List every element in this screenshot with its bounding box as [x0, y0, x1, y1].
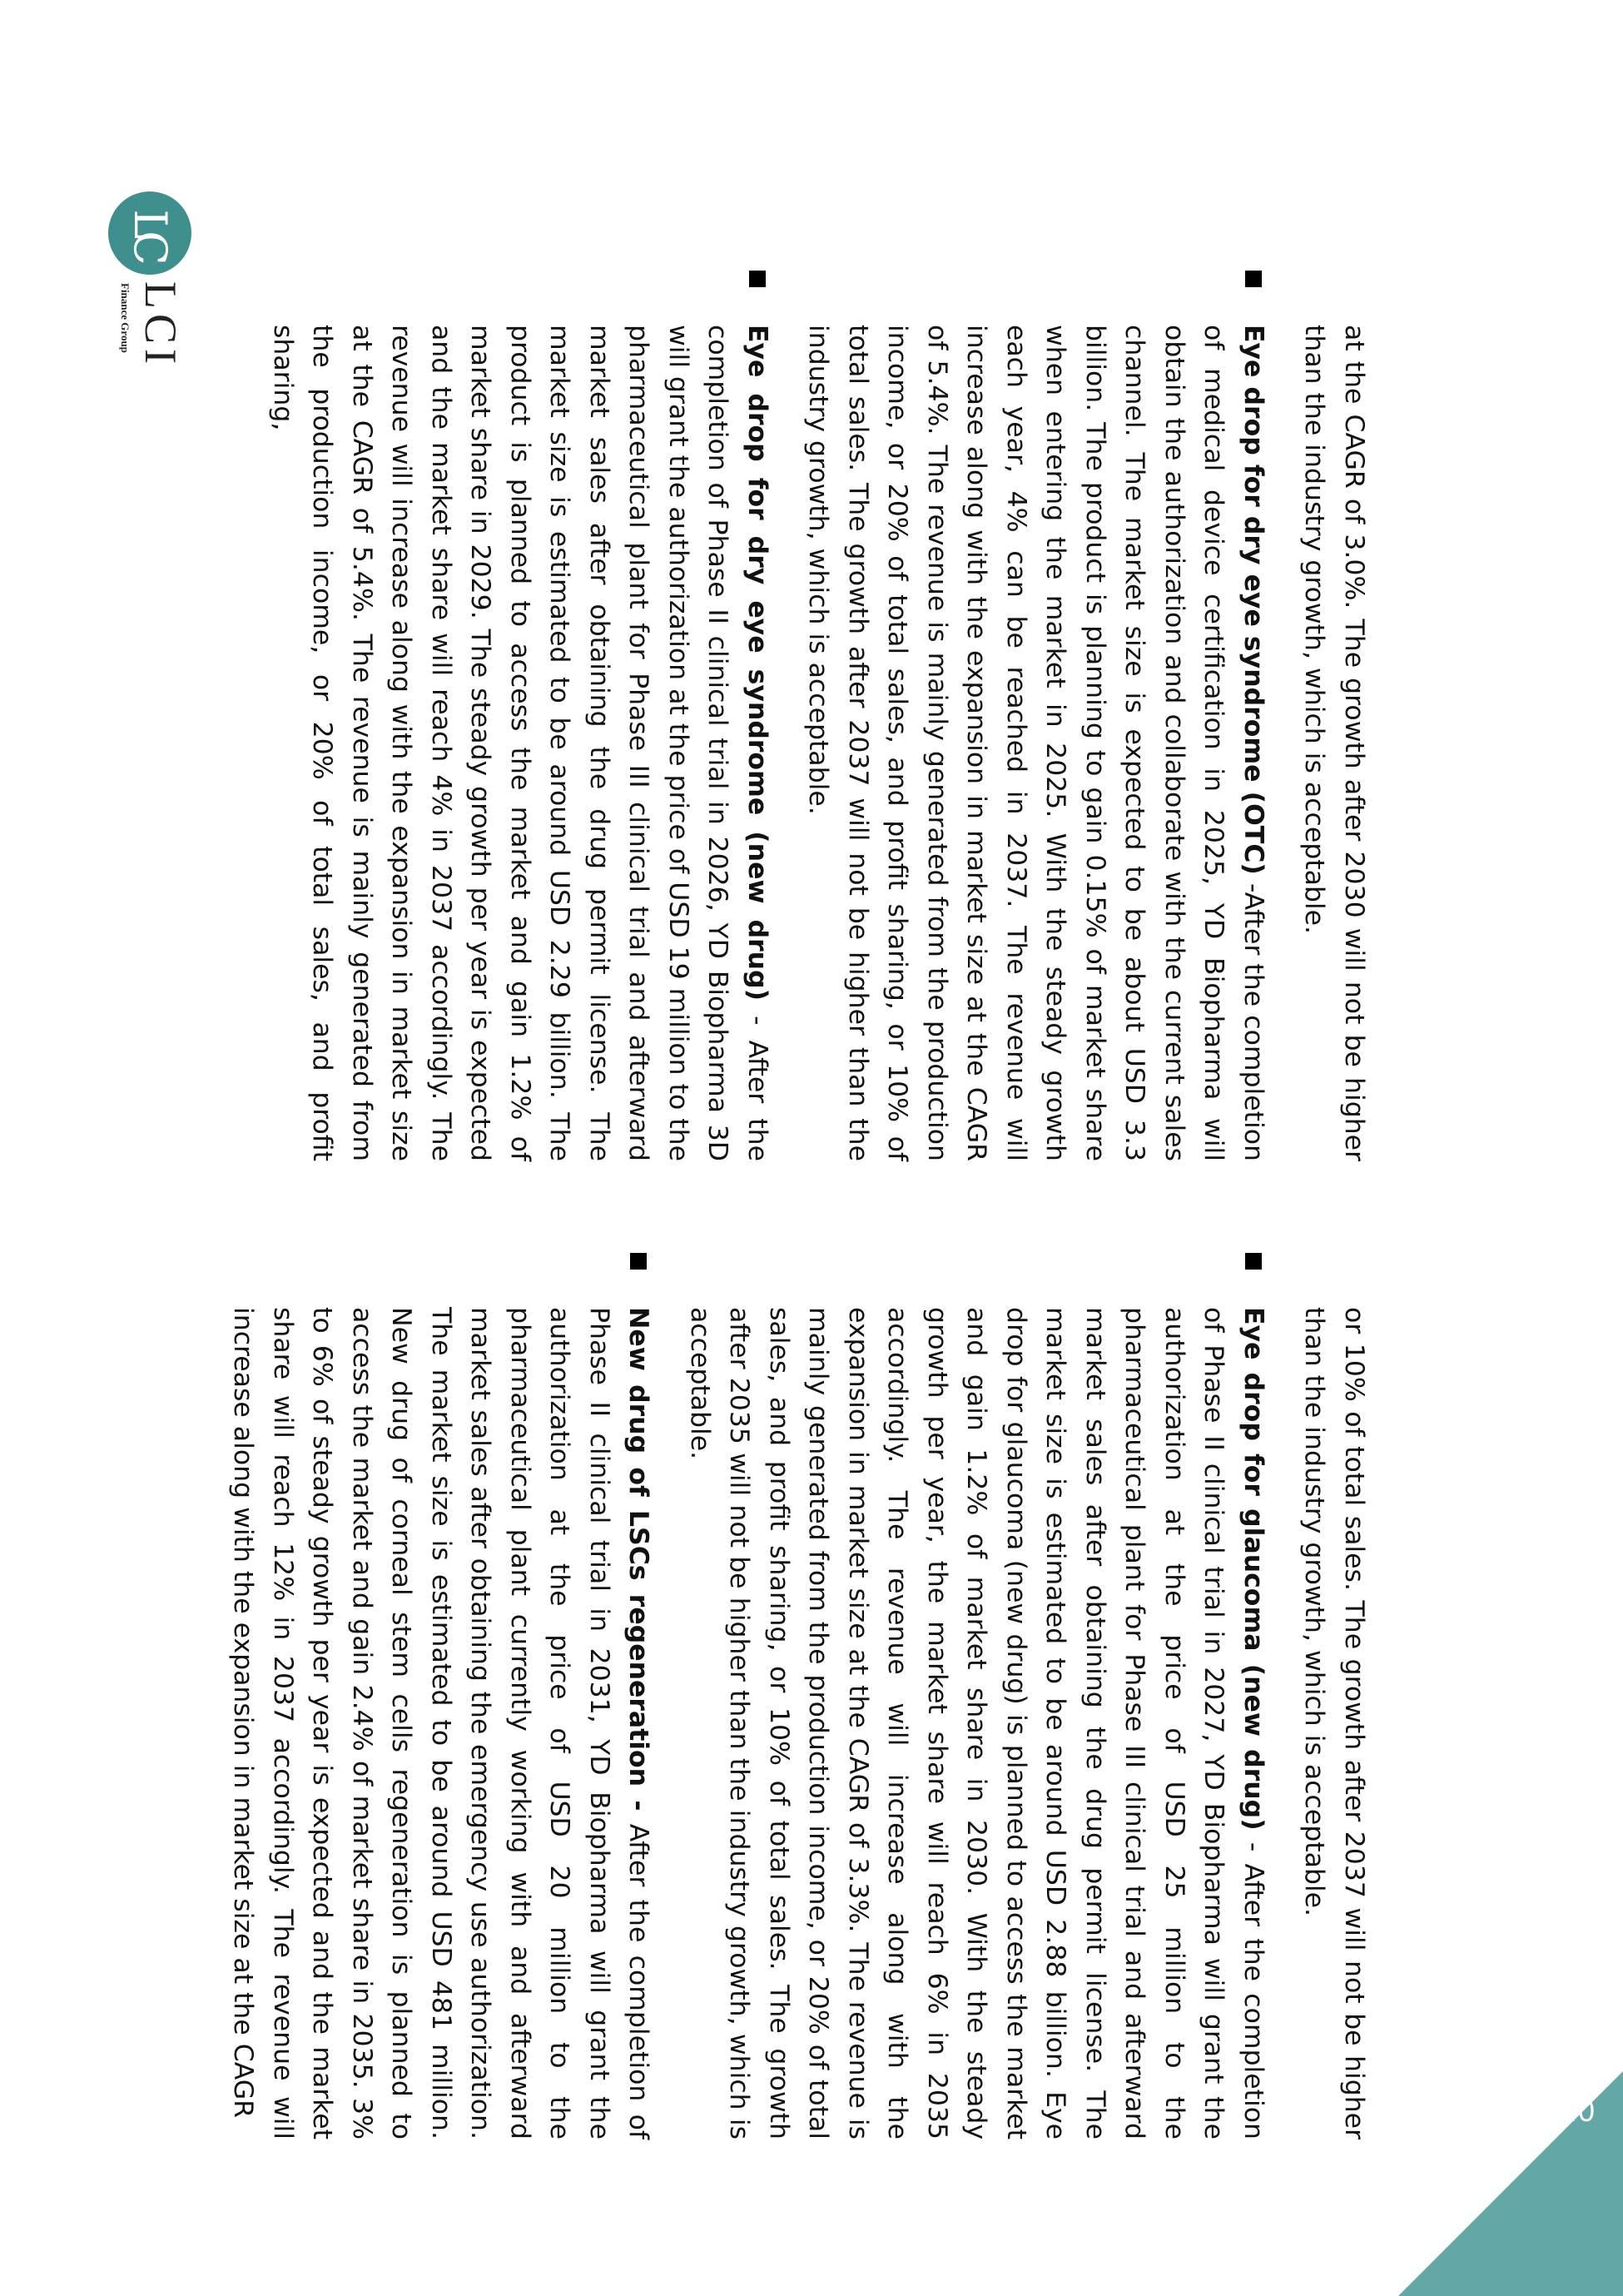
bullet-square-icon: [1245, 271, 1262, 287]
logo-name: LCI: [136, 281, 186, 369]
right-column: [223, 1307, 1373, 2139]
bullet-item-lscs-regeneration: [223, 1307, 658, 2139]
logo-subtitle: Finance Group: [119, 283, 132, 353]
left-column: [263, 325, 1374, 1161]
bullet-text: After the completion of medical device certification in 2025, YD Biopharma will obtain the authorization and collaborate with the current sales channel. The market size is expected to be about USD 3.3 billion. The product is planning to gain 0.15% of market share when entering the market in 2025. With the steady growth each year, 4% can be reached in 2037. The revenue will increase along with the expansion in market size at the CAGR of 5.4%. The revenue is mainly generated from the production income, or 20% of total sales, and profit sharing, or 10% of total sales. The growth after 2037 will not be higher than the industry growth, which is acceptable.: [803, 325, 1268, 1162]
right-intro-paragraph: or 10% of total sales. The growth after 2037 will not be higher than the industry growth, which is acceptable.: [1299, 1307, 1369, 2139]
bullet-item-dry-eye-otc: [798, 325, 1273, 1161]
bullet-square-icon: [1245, 1253, 1262, 1270]
bullet-item-dry-eye-new-drug: [263, 325, 777, 1161]
logo-mark: LC: [124, 209, 176, 257]
bullet-separator: -: [1238, 874, 1268, 892]
left-intro-paragraph: at the CAGR of 3.0%. The growth after 2030 will not be higher than the industry growth, which is acceptable.: [1299, 325, 1369, 1161]
company-logo: [75, 191, 191, 375]
bullet-item-glaucoma: [680, 1307, 1273, 2139]
bullet-text: After the completion of Phase II clinical trial in 2031, YD Biopharma will grant the authorization at the price of USD 20 million to the pharmaceutical plant currently working with and afterward market sales after obtaining the emergency use authorization. The market size is estimated to be around USD 481 million. New drug of corneal stem cells regeneration is planned to access the market and gain 2.4% of market share in 2035. 3% to 6% of steady growth per year is expected and the market share will reach 12% in 2037 accordingly. The revenue will increase along with the expansion in market size at the CAGR: [228, 1307, 654, 2140]
page-number: 40: [1561, 2094, 1596, 2128]
bullet-title: Eye drop for dry eye syndrome (new drug): [742, 325, 772, 1001]
bullet-square-icon: [749, 271, 766, 287]
bullet-text: After the completion of Phase II clinical trial in 2027, YD Biopharma will grant the authorization at the price of USD 25 million to the pharmaceutical plant for Phase III clinical trial and afterward market sales after obtaining the drug permit license. The market size is estimated to be around USD 2.88 billion. Eye drop for glaucoma (new drug) is planned to access the market and gain 1.2% of market share in 2030. With the steady growth per year, the market share will reach 6% in 2035 accordingly. The revenue will increase along with the expansion in market size at the CAGR of 3.3%. The revenue is mainly generated from the production income, or 20% of total sales, and profit sharing, or 10% of total sales. The growth after 2035 will not be higher than the industry growth, which is acceptable.: [685, 1307, 1268, 2140]
bullet-title: New drug of LSCs regeneration -: [623, 1307, 654, 1811]
bullet-text: After the completion of Phase II clinical trial in 2026, YD Biopharma 3D will grant the authorization at the price of USD 19 million to the pharmaceutical plant for Phase III clinical trial and afterward market sales after obtaining the drug permit license. The market size is estimated to be around USD 2.29 billion. The product is planned to access the market and gain 1.2% of market share in 2029. The steady growth per year is expected and the market share will reach 4% in 2037 accordingly. The revenue will increase along with the expansion in market size at the CAGR of 5.4%. The revenue is mainly generated from the production income, or 20% of total sales, and profit sharing,: [268, 325, 772, 1161]
bullet-title: Eye drop for dry eye syndrome (OTC): [1238, 325, 1268, 875]
bullet-separator: [624, 1811, 654, 1823]
bullet-square-icon: [631, 1253, 648, 1270]
bullet-title: Eye drop for glaucoma (new drug): [1238, 1307, 1268, 1831]
bullet-separator: -: [742, 1001, 772, 1041]
bullet-separator: -: [1238, 1830, 1268, 1864]
